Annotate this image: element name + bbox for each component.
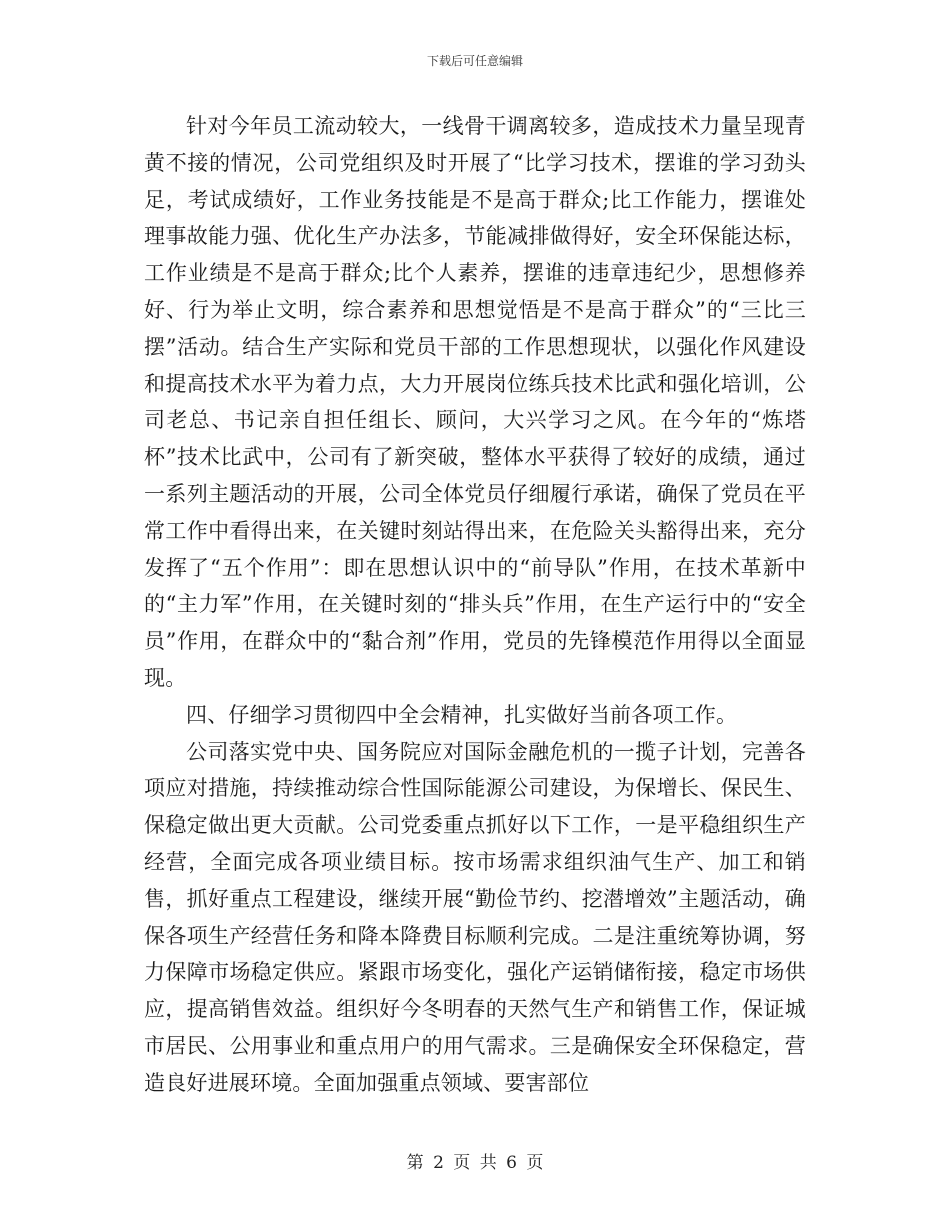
page-number-footer: 第 2 页 共 6 页: [406, 1153, 544, 1173]
section-heading-four: 四、仔细学习贯彻四中全会精神，扎实做好当前各项工作。: [186, 702, 738, 727]
document-body: [144, 108, 806, 1102]
paragraph-work-plan: 公司落实党中央、国务院应对国际金融危机的一揽子计划，完善各项应对措施，持续推动综合性国际能源公司建设，为保增长、保民生、保稳定做出更大贡献。公司党委重点抓好以下工作，一是平稳组织生产经营，全面完成各项业绩目标。按市场需求组织油气生产、加工和销售，抓好重点工程建设，继续开展“勤俭节约、挖潜增效”主题活动，确保各项生产经营任务和降本降费目标顺利完成。二是注重统筹协调，努力保障市场稳定供应。紧跟市场变化，强化产运销储衔接，稳定市场供应，提高销售效益。组织好今冬明春的天然气生产和销售工作，保证城市居民、公用事业和重点用户的用气需求。三是确保安全环保稳定，营造良好进展环境。全面加强重点领域、要害部位: [144, 739, 806, 1095]
page-header-note: 下载后可任意编辑: [426, 54, 523, 68]
paragraph-activities: 针对今年员工流动较大，一线骨干调离较多，造成技术力量呈现青黄不接的情况，公司党组织及时开展了“比学习技术，摆谁的学习劲头足，考试成绩好，工作业务技能是不是高于群众;比工作能力，摆谁处理事故能力强、优化生产办法多，节能减排做得好，安全环保能达标，工作业绩是不是高于群众;比个人素养，摆谁的违章违纪少，思想修养好、行为举止文明，综合素养和思想觉悟是不是高于群众”的“三比三摆”活动。结合生产实际和党员干部的工作思想现状，以强化作风建设和提高技术水平为着力点，大力开展岗位练兵技术比武和强化培训，公司老总、书记亲自担任组长、顾问，大兴学习之风。在今年的“炼塔杯”技术比武中，公司有了新突破，整体水平获得了较好的成绩，通过一系列主题活动的开展，公司全体党员仔细履行承诺，确保了党员在平常工作中看得出来，在关键时刻站得出来，在危险关头豁得出来，充分发挥了“五个作用”：即在思想认识中的“前导队”作用，在技术革新中的“主力军”作用，在关键时刻的“排头兵”作用，在生产运行中的“安全员”作用，在群众中的“黏合剂”作用，党员的先锋模范作用得以全面显现。: [144, 114, 806, 690]
